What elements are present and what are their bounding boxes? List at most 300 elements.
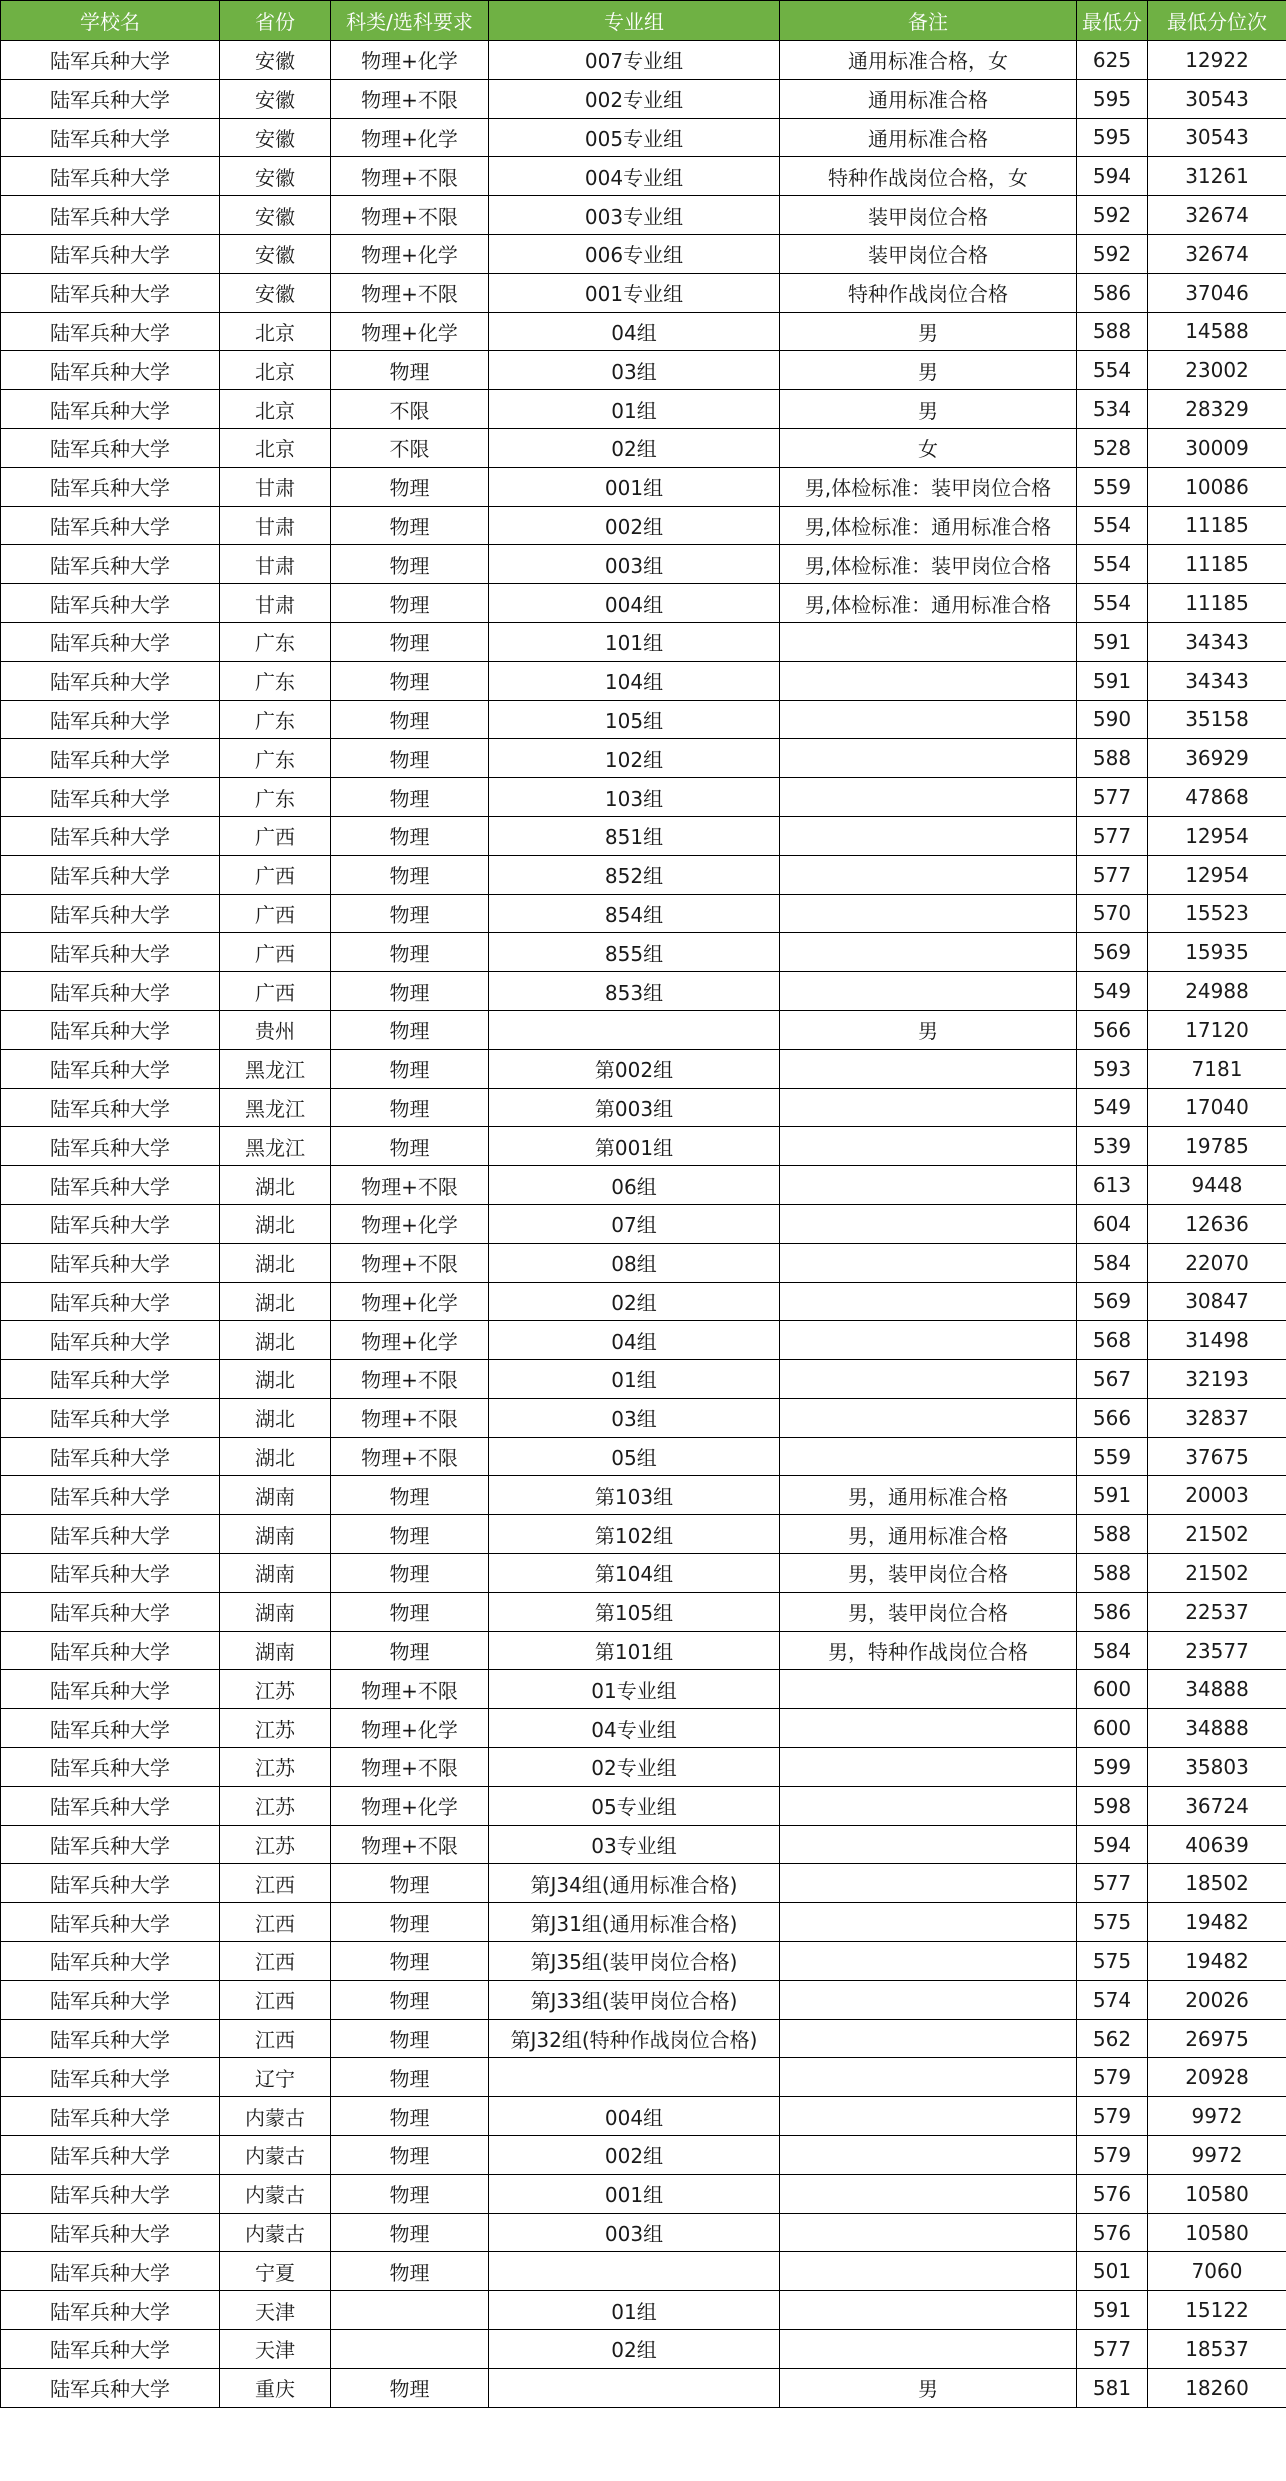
cell-group	[489, 2058, 780, 2097]
table-header-row	[1, 1, 1286, 41]
cell-province: 江西	[220, 1903, 331, 1942]
cell-province: 广东	[220, 700, 331, 739]
cell-min-score: 577	[1077, 816, 1148, 855]
cell-min-score: 559	[1077, 467, 1148, 506]
cell-subject: 物理	[331, 933, 489, 972]
cell-subject: 物理	[331, 1049, 489, 1088]
cell-min-score: 594	[1077, 1825, 1148, 1864]
cell-province: 广西	[220, 933, 331, 972]
cell-min-rank: 7181	[1148, 1049, 1286, 1088]
cell-min-score: 501	[1077, 2252, 1148, 2291]
table-row	[1, 506, 1286, 545]
header-min-rank: 最低分位次	[1148, 1, 1286, 41]
cell-min-score: 575	[1077, 1903, 1148, 1942]
table-row	[1, 428, 1286, 467]
table-row	[1, 545, 1286, 584]
cell-group: 004组	[489, 2097, 780, 2136]
cell-note: 通用标准合格	[780, 79, 1077, 118]
cell-subject: 物理	[331, 661, 489, 700]
cell-group: 851组	[489, 816, 780, 855]
cell-note	[780, 894, 1077, 933]
cell-subject: 物理+不限	[331, 1748, 489, 1787]
table-row	[1, 1127, 1286, 1166]
cell-min-rank: 35158	[1148, 700, 1286, 739]
cell-min-rank: 32193	[1148, 1360, 1286, 1399]
table-row	[1, 1204, 1286, 1243]
cell-province: 广西	[220, 816, 331, 855]
cell-subject: 物理+不限	[331, 273, 489, 312]
cell-min-rank: 24988	[1148, 972, 1286, 1011]
cell-subject: 物理	[331, 2174, 489, 2213]
table-row	[1, 2174, 1286, 2213]
cell-note	[780, 739, 1077, 778]
cell-school: 陆军兵种大学	[1, 1670, 220, 1709]
cell-province: 江苏	[220, 1670, 331, 1709]
cell-note: 男	[780, 1010, 1077, 1049]
cell-min-score: 600	[1077, 1709, 1148, 1748]
cell-subject: 物理+化学	[331, 1709, 489, 1748]
cell-province: 北京	[220, 312, 331, 351]
cell-province: 内蒙古	[220, 2097, 331, 2136]
cell-note	[780, 2213, 1077, 2252]
cell-province: 甘肃	[220, 467, 331, 506]
cell-province: 安徽	[220, 157, 331, 196]
cell-province: 黑龙江	[220, 1127, 331, 1166]
cell-province: 广西	[220, 894, 331, 933]
cell-min-score: 592	[1077, 196, 1148, 235]
table-body	[1, 41, 1286, 2408]
cell-min-score: 588	[1077, 312, 1148, 351]
cell-subject: 物理+不限	[331, 1243, 489, 1282]
cell-min-score: 594	[1077, 157, 1148, 196]
cell-min-score: 562	[1077, 2019, 1148, 2058]
cell-min-rank: 15122	[1148, 2291, 1286, 2330]
cell-min-rank: 19482	[1148, 1942, 1286, 1981]
cell-group: 第003组	[489, 1088, 780, 1127]
cell-school: 陆军兵种大学	[1, 1554, 220, 1593]
cell-group: 002组	[489, 506, 780, 545]
table-row	[1, 196, 1286, 235]
cell-school: 陆军兵种大学	[1, 41, 220, 80]
cell-min-rank: 12922	[1148, 41, 1286, 80]
cell-min-score: 528	[1077, 428, 1148, 467]
cell-min-rank: 37046	[1148, 273, 1286, 312]
cell-note: 通用标准合格，女	[780, 41, 1077, 80]
cell-school: 陆军兵种大学	[1, 855, 220, 894]
cell-min-rank: 10580	[1148, 2213, 1286, 2252]
cell-province: 湖北	[220, 1398, 331, 1437]
cell-min-score: 554	[1077, 584, 1148, 623]
cell-group: 第001组	[489, 1127, 780, 1166]
cell-school: 陆军兵种大学	[1, 584, 220, 623]
cell-min-rank: 18537	[1148, 2330, 1286, 2369]
table-row	[1, 2058, 1286, 2097]
cell-min-score: 570	[1077, 894, 1148, 933]
cell-min-score: 554	[1077, 351, 1148, 390]
cell-subject: 物理	[331, 1010, 489, 1049]
cell-note	[780, 1360, 1077, 1399]
cell-school: 陆军兵种大学	[1, 1088, 220, 1127]
cell-province: 湖北	[220, 1437, 331, 1476]
cell-min-rank: 21502	[1148, 1554, 1286, 1593]
cell-min-rank: 34343	[1148, 661, 1286, 700]
cell-note	[780, 1825, 1077, 1864]
cell-province: 湖北	[220, 1243, 331, 1282]
table-row	[1, 1437, 1286, 1476]
cell-province: 湖北	[220, 1166, 331, 1205]
cell-min-rank: 20003	[1148, 1476, 1286, 1515]
table-row	[1, 2252, 1286, 2291]
cell-min-rank: 7060	[1148, 2252, 1286, 2291]
cell-school: 陆军兵种大学	[1, 2097, 220, 2136]
cell-group: 06组	[489, 1166, 780, 1205]
cell-min-score: 584	[1077, 1631, 1148, 1670]
cell-min-rank: 31261	[1148, 157, 1286, 196]
cell-min-score: 591	[1077, 1476, 1148, 1515]
cell-province: 江西	[220, 1942, 331, 1981]
cell-school: 陆军兵种大学	[1, 1515, 220, 1554]
cell-min-rank: 18260	[1148, 2368, 1286, 2407]
cell-min-rank: 23002	[1148, 351, 1286, 390]
cell-min-score: 599	[1077, 1748, 1148, 1787]
cell-school: 陆军兵种大学	[1, 351, 220, 390]
cell-note	[780, 700, 1077, 739]
cell-group: 第J35组(装甲岗位合格)	[489, 1942, 780, 1981]
cell-school: 陆军兵种大学	[1, 1398, 220, 1437]
cell-note: 男，通用标准合格	[780, 1515, 1077, 1554]
cell-group: 02组	[489, 1282, 780, 1321]
cell-note	[780, 1127, 1077, 1166]
cell-province: 江苏	[220, 1709, 331, 1748]
cell-group: 08组	[489, 1243, 780, 1282]
cell-subject: 不限	[331, 428, 489, 467]
cell-group: 854组	[489, 894, 780, 933]
cell-province: 湖南	[220, 1515, 331, 1554]
cell-province: 湖北	[220, 1282, 331, 1321]
cell-group: 007专业组	[489, 41, 780, 80]
header-subject: 科类/选科要求	[331, 1, 489, 41]
cell-group: 104组	[489, 661, 780, 700]
cell-min-rank: 14588	[1148, 312, 1286, 351]
cell-province: 江西	[220, 1980, 331, 2019]
cell-province: 安徽	[220, 41, 331, 80]
cell-province: 广东	[220, 778, 331, 817]
cell-province: 湖北	[220, 1321, 331, 1360]
cell-min-score: 567	[1077, 1360, 1148, 1399]
cell-note	[780, 1398, 1077, 1437]
cell-note	[780, 622, 1077, 661]
cell-min-score: 569	[1077, 1282, 1148, 1321]
cell-min-score: 577	[1077, 1864, 1148, 1903]
cell-min-score: 598	[1077, 1786, 1148, 1825]
cell-min-score: 577	[1077, 855, 1148, 894]
cell-note	[780, 1864, 1077, 1903]
table-row	[1, 855, 1286, 894]
cell-school: 陆军兵种大学	[1, 312, 220, 351]
cell-note	[780, 1980, 1077, 2019]
cell-province: 内蒙古	[220, 2136, 331, 2175]
cell-note: 男，装甲岗位合格	[780, 1554, 1077, 1593]
cell-min-rank: 23577	[1148, 1631, 1286, 1670]
cell-min-score: 591	[1077, 2291, 1148, 2330]
cell-province: 安徽	[220, 234, 331, 273]
cell-province: 湖北	[220, 1360, 331, 1399]
cell-subject: 物理	[331, 739, 489, 778]
cell-subject: 物理	[331, 2097, 489, 2136]
cell-school: 陆军兵种大学	[1, 390, 220, 429]
cell-subject: 物理	[331, 351, 489, 390]
cell-subject: 物理	[331, 894, 489, 933]
cell-subject: 物理	[331, 2019, 489, 2058]
cell-subject: 物理	[331, 622, 489, 661]
cell-note	[780, 1204, 1077, 1243]
cell-min-score: 566	[1077, 1398, 1148, 1437]
table-row	[1, 2291, 1286, 2330]
cell-school: 陆军兵种大学	[1, 234, 220, 273]
cell-group: 852组	[489, 855, 780, 894]
cell-min-rank: 10086	[1148, 467, 1286, 506]
cell-min-score: 554	[1077, 545, 1148, 584]
cell-min-score: 569	[1077, 933, 1148, 972]
cell-subject: 物理	[331, 1515, 489, 1554]
cell-note	[780, 1942, 1077, 1981]
table-row	[1, 2136, 1286, 2175]
cell-note: 特种作战岗位合格，女	[780, 157, 1077, 196]
cell-min-rank: 17040	[1148, 1088, 1286, 1127]
cell-note	[780, 1282, 1077, 1321]
cell-min-rank: 30543	[1148, 118, 1286, 157]
cell-school: 陆军兵种大学	[1, 2252, 220, 2291]
cell-min-rank: 9448	[1148, 1166, 1286, 1205]
cell-min-rank: 12636	[1148, 1204, 1286, 1243]
cell-min-rank: 34343	[1148, 622, 1286, 661]
table-row	[1, 700, 1286, 739]
cell-subject: 物理	[331, 972, 489, 1011]
cell-group: 第J33组(装甲岗位合格)	[489, 1980, 780, 2019]
cell-school: 陆军兵种大学	[1, 2213, 220, 2252]
cell-note	[780, 1748, 1077, 1787]
cell-group: 006专业组	[489, 234, 780, 273]
cell-school: 陆军兵种大学	[1, 2291, 220, 2330]
cell-province: 江苏	[220, 1825, 331, 1864]
cell-subject: 物理	[331, 1476, 489, 1515]
cell-min-score: 625	[1077, 41, 1148, 80]
cell-min-rank: 31498	[1148, 1321, 1286, 1360]
cell-subject: 物理+化学	[331, 1321, 489, 1360]
cell-subject: 物理	[331, 1554, 489, 1593]
cell-min-rank: 30543	[1148, 79, 1286, 118]
cell-min-score: 581	[1077, 2368, 1148, 2407]
cell-school: 陆军兵种大学	[1, 1437, 220, 1476]
cell-province: 广东	[220, 622, 331, 661]
table-row	[1, 1476, 1286, 1515]
cell-group	[489, 2368, 780, 2407]
cell-subject: 物理+化学	[331, 41, 489, 80]
cell-min-rank: 10580	[1148, 2174, 1286, 2213]
cell-province: 湖北	[220, 1204, 331, 1243]
cell-subject: 物理+不限	[331, 1825, 489, 1864]
cell-min-score: 554	[1077, 506, 1148, 545]
cell-group: 07组	[489, 1204, 780, 1243]
cell-min-rank: 11185	[1148, 506, 1286, 545]
cell-min-score: 600	[1077, 1670, 1148, 1709]
cell-subject: 物理	[331, 2213, 489, 2252]
table-row	[1, 1360, 1286, 1399]
cell-note	[780, 2136, 1077, 2175]
cell-group: 第002组	[489, 1049, 780, 1088]
cell-min-rank: 30009	[1148, 428, 1286, 467]
table-row	[1, 467, 1286, 506]
cell-subject: 物理	[331, 778, 489, 817]
cell-province: 安徽	[220, 118, 331, 157]
cell-note	[780, 1670, 1077, 1709]
cell-province: 内蒙古	[220, 2174, 331, 2213]
cell-min-score: 577	[1077, 778, 1148, 817]
cell-group	[489, 2252, 780, 2291]
cell-subject: 物理	[331, 1980, 489, 2019]
cell-subject: 物理	[331, 545, 489, 584]
cell-note: 装甲岗位合格	[780, 234, 1077, 273]
cell-group: 05组	[489, 1437, 780, 1476]
cell-note: 特种作战岗位合格	[780, 273, 1077, 312]
table-row	[1, 1592, 1286, 1631]
cell-min-rank: 15523	[1148, 894, 1286, 933]
cell-group: 02专业组	[489, 1748, 780, 1787]
cell-province: 广东	[220, 739, 331, 778]
cell-min-score: 595	[1077, 79, 1148, 118]
cell-min-score: 576	[1077, 2174, 1148, 2213]
table-row	[1, 1864, 1286, 1903]
cell-note	[780, 972, 1077, 1011]
cell-school: 陆军兵种大学	[1, 661, 220, 700]
cell-note: 男	[780, 390, 1077, 429]
cell-min-score: 613	[1077, 1166, 1148, 1205]
cell-school: 陆军兵种大学	[1, 1049, 220, 1088]
cell-subject: 物理+不限	[331, 1670, 489, 1709]
cell-note	[780, 1088, 1077, 1127]
cell-subject: 物理	[331, 1127, 489, 1166]
cell-min-score: 539	[1077, 1127, 1148, 1166]
cell-school: 陆军兵种大学	[1, 506, 220, 545]
cell-subject: 物理	[331, 2252, 489, 2291]
cell-school: 陆军兵种大学	[1, 1127, 220, 1166]
cell-note: 男	[780, 312, 1077, 351]
cell-group: 005专业组	[489, 118, 780, 157]
cell-subject: 物理+化学	[331, 234, 489, 273]
table-row	[1, 2097, 1286, 2136]
cell-school: 陆军兵种大学	[1, 1243, 220, 1282]
cell-note	[780, 933, 1077, 972]
cell-province: 内蒙古	[220, 2213, 331, 2252]
table-row	[1, 2368, 1286, 2407]
cell-min-rank: 19482	[1148, 1903, 1286, 1942]
table-row	[1, 622, 1286, 661]
cell-min-rank: 40639	[1148, 1825, 1286, 1864]
cell-min-score: 549	[1077, 1088, 1148, 1127]
cell-group: 第J32组(特种作战岗位合格)	[489, 2019, 780, 2058]
cell-group: 02组	[489, 428, 780, 467]
cell-province: 安徽	[220, 79, 331, 118]
cell-subject	[331, 2330, 489, 2369]
cell-school: 陆军兵种大学	[1, 1166, 220, 1205]
cell-province: 宁夏	[220, 2252, 331, 2291]
cell-group: 第101组	[489, 1631, 780, 1670]
cell-school: 陆军兵种大学	[1, 1942, 220, 1981]
cell-note	[780, 1709, 1077, 1748]
cell-min-score: 579	[1077, 2058, 1148, 2097]
cell-note	[780, 2174, 1077, 2213]
cell-group: 01组	[489, 1360, 780, 1399]
cell-subject: 物理+不限	[331, 1166, 489, 1205]
cell-subject: 物理+化学	[331, 312, 489, 351]
cell-school: 陆军兵种大学	[1, 2058, 220, 2097]
cell-school: 陆军兵种大学	[1, 1980, 220, 2019]
cell-group: 第102组	[489, 1515, 780, 1554]
cell-min-rank: 21502	[1148, 1515, 1286, 1554]
cell-school: 陆军兵种大学	[1, 1592, 220, 1631]
table-row	[1, 1515, 1286, 1554]
cell-min-score: 559	[1077, 1437, 1148, 1476]
cell-min-score: 588	[1077, 1554, 1148, 1593]
cell-province: 安徽	[220, 196, 331, 235]
cell-group: 855组	[489, 933, 780, 972]
header-note: 备注	[780, 1, 1077, 41]
cell-province: 黑龙江	[220, 1088, 331, 1127]
cell-province: 湖南	[220, 1592, 331, 1631]
table-row	[1, 739, 1286, 778]
cell-note: 男	[780, 2368, 1077, 2407]
cell-min-score: 576	[1077, 2213, 1148, 2252]
cell-min-rank: 34888	[1148, 1670, 1286, 1709]
table-row	[1, 1825, 1286, 1864]
cell-subject: 物理	[331, 1903, 489, 1942]
cell-group: 04组	[489, 1321, 780, 1360]
cell-note: 男,体检标准：通用标准合格	[780, 506, 1077, 545]
cell-school: 陆军兵种大学	[1, 79, 220, 118]
cell-group: 03专业组	[489, 1825, 780, 1864]
cell-note	[780, 2330, 1077, 2369]
cell-subject: 物理	[331, 2368, 489, 2407]
cell-province: 广东	[220, 661, 331, 700]
cell-subject: 物理	[331, 2136, 489, 2175]
cell-min-rank: 12954	[1148, 816, 1286, 855]
cell-group: 002专业组	[489, 79, 780, 118]
cell-school: 陆军兵种大学	[1, 1748, 220, 1787]
cell-province: 北京	[220, 390, 331, 429]
cell-subject: 物理+不限	[331, 196, 489, 235]
cell-min-rank: 17120	[1148, 1010, 1286, 1049]
cell-province: 辽宁	[220, 2058, 331, 2097]
table-row	[1, 1166, 1286, 1205]
cell-group: 第J31组(通用标准合格)	[489, 1903, 780, 1942]
table-row	[1, 2213, 1286, 2252]
cell-group: 04专业组	[489, 1709, 780, 1748]
cell-province: 北京	[220, 351, 331, 390]
cell-min-rank: 18502	[1148, 1864, 1286, 1903]
cell-note	[780, 1243, 1077, 1282]
cell-min-rank: 9972	[1148, 2097, 1286, 2136]
cell-province: 湖南	[220, 1476, 331, 1515]
cell-min-rank: 35803	[1148, 1748, 1286, 1787]
cell-min-rank: 34888	[1148, 1709, 1286, 1748]
table-row	[1, 1670, 1286, 1709]
cell-min-score: 534	[1077, 390, 1148, 429]
cell-subject: 物理+不限	[331, 1360, 489, 1399]
cell-note: 男,体检标准：装甲岗位合格	[780, 467, 1077, 506]
cell-group: 003专业组	[489, 196, 780, 235]
cell-min-rank: 11185	[1148, 545, 1286, 584]
cell-school: 陆军兵种大学	[1, 933, 220, 972]
